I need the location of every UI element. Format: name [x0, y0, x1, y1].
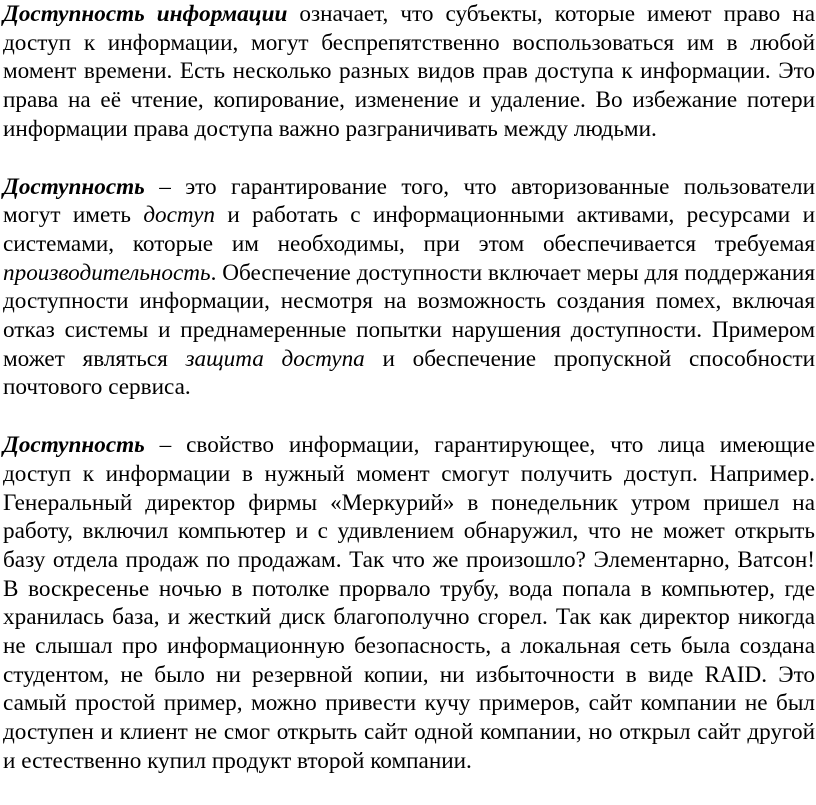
paragraph-access-to-information — [3, 0, 815, 144]
paragraph-text: и обеспечение пропускной способности почтового сервиса. — [3, 345, 815, 401]
document-page — [3, 0, 815, 805]
paragraph-text: – это гарантирование того, что авторизованные пользователи могут иметь — [3, 173, 815, 229]
term-heading: Доступность информации — [3, 1, 288, 27]
paragraph-text: – свойство информации, гарантирующее, что лица имеющие доступ к информации в нужный момент смогут получить доступ. Например. Генеральный директор фирмы «Меркурий» в понедельник утром пришел на работу, включил компьютер и с удивлением обнаружил, что не может открыть базу отдела продаж по продажам. Так что же произошло? Элементарно, Ватсон! В воскресенье ночью в потолке прорвало трубу, вода попала в компьютер, где хранилась база, и жесткий диск благополучно сгорел. Так как директор никогда не слышал про информационную безопасность, а локальная сеть была создана студентом, не было ни резервной копии, ни избыточности в виде RAID. Это самый простой пример, можно привести кучу примеров, сайт компании не был доступен и клиент не смог открыть сайт одной компании, но открыл сайт другой и естественно купил продукт второй компании. — [3, 432, 815, 774]
term-heading: Доступность — [3, 432, 145, 459]
emphasis-text: доступ — [143, 202, 215, 229]
paragraph-text: и работать с информационными активами, ресурсами и системами, которые им необходимы, при этом обеспечивается требуемая — [3, 202, 815, 257]
paragraph-availability-definition — [3, 173, 815, 403]
emphasis-text: защита доступа — [185, 345, 365, 372]
paragraph-text: означает, что субъекты, которые имеют право на доступ к информации, могут беспрепятственно воспользоваться им в любой момент времени. Есть несколько разных видов прав доступа к информации. Это права на её чтение, копирование, изменение и удаление. Во избежание потери информации права доступа важно разграничивать между людьми. — [3, 1, 815, 142]
term-heading: Доступность — [3, 173, 145, 200]
paragraph-availability-example — [3, 431, 815, 775]
emphasis-text: производительность — [3, 259, 211, 286]
paragraph-text: . Обеспечение доступности включает меры для поддержания доступности информации, несмотря на возможность создания помех, включая отказ системы и преднамеренные попытки нарушения доступности. Примером может являться — [3, 259, 815, 372]
